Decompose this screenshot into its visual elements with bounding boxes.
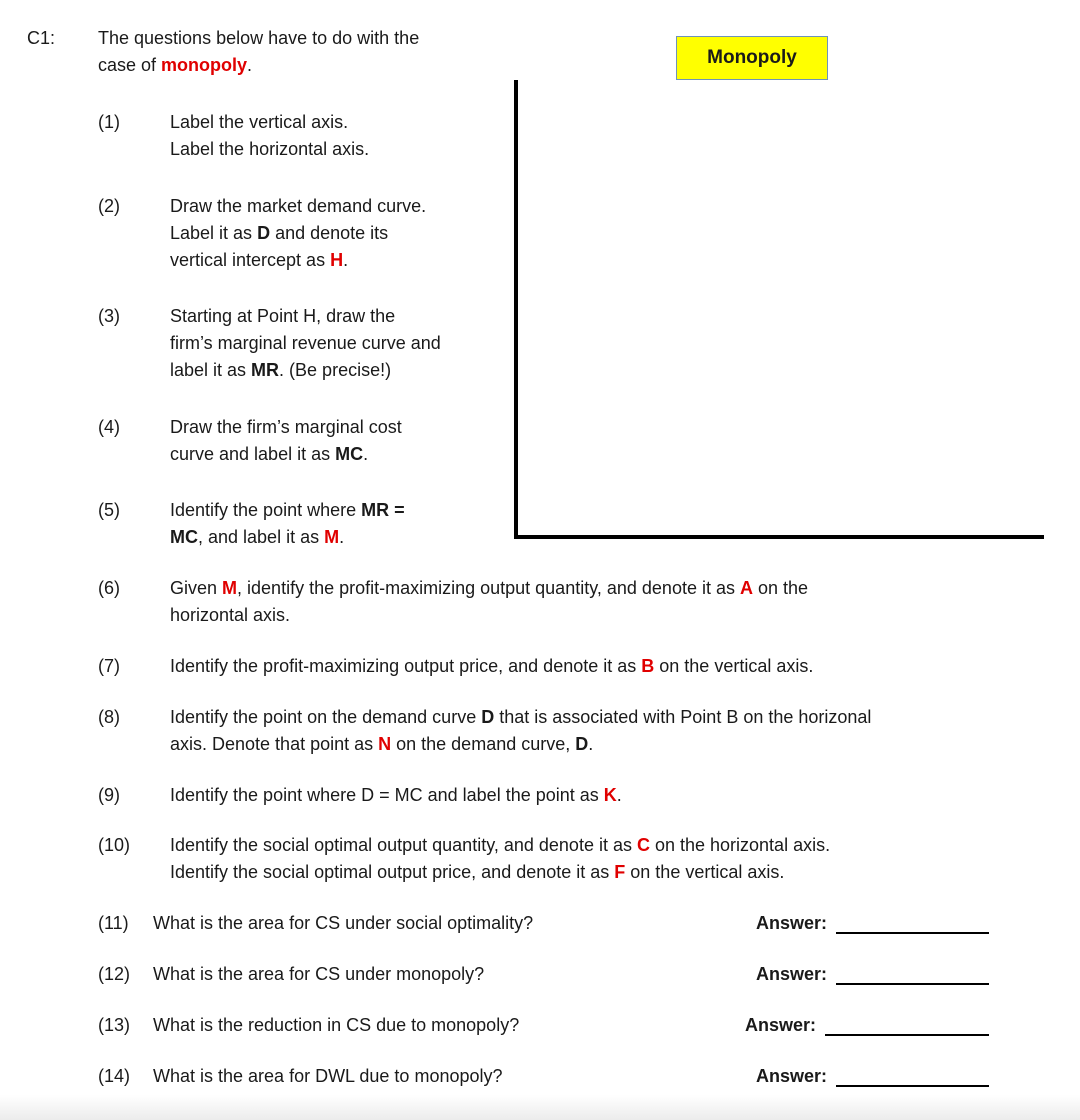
answer-label: Answer: [745,1015,817,1035]
step-1-text [170,109,369,163]
text-run: on the vertical axis. [625,862,785,882]
step-10-text [170,832,830,886]
step-number: (7) [98,656,120,676]
step-number: (1) [98,112,120,132]
step-line: Draw the market demand curve. [170,196,427,216]
step-3-text [170,303,441,384]
text-run: and denote its [270,223,389,243]
page-bottom-edge [0,1095,1080,1120]
answer-label: Answer: [756,964,828,984]
point-h-label: H [330,250,344,270]
text-run: , and label it as [198,527,325,547]
question-number: (11) [98,913,129,933]
step-line [170,441,402,468]
step-number: (9) [98,785,120,805]
text-run: Given [170,578,223,598]
intro-text [98,25,419,79]
vertical-axis[interactable] [514,80,518,538]
step-number: (6) [98,578,120,598]
point-m-label: M [222,578,238,598]
point-m-label: M [324,527,340,547]
monopoly-title-box: Monopoly [676,36,828,80]
question-text: What is the area for CS under monopoly? [153,964,485,984]
point-c-label: C [636,835,650,855]
demand-label: D [481,707,495,727]
answer-blank[interactable] [836,932,989,934]
question-number: (12) [98,964,131,984]
text-run: curve and label it as [170,444,336,464]
intro-text-part: case of [98,55,162,75]
step-line [170,653,813,680]
step-number: (10) [98,835,131,855]
question-number: (13) [98,1015,131,1035]
step-4-text [170,414,402,468]
answer-blank[interactable] [836,983,989,985]
text-run: Identify the social optimal output price, and denote it as [170,862,615,882]
answer-blank[interactable] [836,1085,989,1087]
text-run: Identify the point where [170,500,362,520]
mc-label: MC [335,444,364,464]
step-5-text [170,497,405,551]
answer-label: Answer: [756,1066,828,1086]
step-line [170,357,441,384]
intro-line-2 [98,52,419,79]
text-run: Identify the social optimal output quantity, and denote it as [170,835,637,855]
intro-line-1: The questions below have to do with the [98,28,420,48]
step-line [170,832,830,859]
point-f-label: F [614,862,626,882]
answer-label: Answer: [756,913,828,933]
text-run: Label it as [170,223,258,243]
point-b-label: B [641,656,655,676]
step-line: horizontal axis. [170,605,291,625]
point-a-label: A [739,578,753,598]
step-line [170,220,426,247]
question-label: C1: [27,28,56,48]
step-line: Label the vertical axis. [170,112,349,132]
mr-label: MR [251,360,280,380]
step-line [170,575,808,602]
step-number: (3) [98,306,120,326]
text-run: Identify the point on the demand curve [170,707,482,727]
text-run: . (Be precise!) [279,360,392,380]
demand-label: D [257,223,271,243]
point-n-label: N [378,734,392,754]
step-line [170,859,830,886]
step-line [170,497,405,524]
text-run: . [616,785,622,805]
step-7-text [170,653,813,680]
demand-label: D [575,734,589,754]
question-text: What is the reduction in CS due to monopoly? [153,1015,520,1035]
step-9-text [170,782,622,809]
answer-blank[interactable] [825,1034,989,1036]
step-8-text [170,704,871,758]
step-number: (5) [98,500,120,520]
text-run: on the horizontal axis. [649,835,831,855]
text-run: vertical intercept as [170,250,331,270]
text-run: , identify the profit-maximizing output quantity, and denote it as [237,578,740,598]
point-k-label: K [603,785,617,805]
horizontal-axis[interactable] [514,535,1044,539]
step-line [170,731,871,758]
text-run: on the [752,578,809,598]
mr-label: MR = [361,500,405,520]
step-line: Draw the firm’s marginal cost [170,417,402,437]
text-run: label it as [170,360,252,380]
step-number: (8) [98,707,120,727]
step-number: (2) [98,196,120,216]
text-run: that is associated with Point B on the horizonal [494,707,872,727]
text-run: . [363,444,369,464]
text-run: on the demand curve, [391,734,576,754]
step-line: Label the horizontal axis. [170,139,370,159]
step-line [170,782,622,809]
step-line [170,247,426,274]
text-run: . [588,734,594,754]
text-run: on the vertical axis. [654,656,814,676]
step-number: (4) [98,417,120,437]
question-text: What is the area for DWL due to monopoly? [153,1066,503,1086]
question-text: What is the area for CS under social optimality? [153,913,534,933]
mc-label: MC [170,527,198,547]
intro-text-part: . [247,55,253,75]
text-run: Identify the profit-maximizing output price, and denote it as [170,656,642,676]
step-line: firm’s marginal revenue curve and [170,333,441,353]
step-line [170,704,871,731]
step-line [170,524,405,551]
step-2-text [170,193,426,274]
step-line: Starting at Point H, draw the [170,306,396,326]
monopoly-highlight: monopoly [161,55,248,75]
text-run: Identify the point where D = MC and label the point as [170,785,604,805]
text-run: . [339,527,345,547]
text-run: axis. Denote that point as [170,734,379,754]
text-run: . [343,250,349,270]
question-number: (14) [98,1066,131,1086]
step-6-text [170,575,808,629]
